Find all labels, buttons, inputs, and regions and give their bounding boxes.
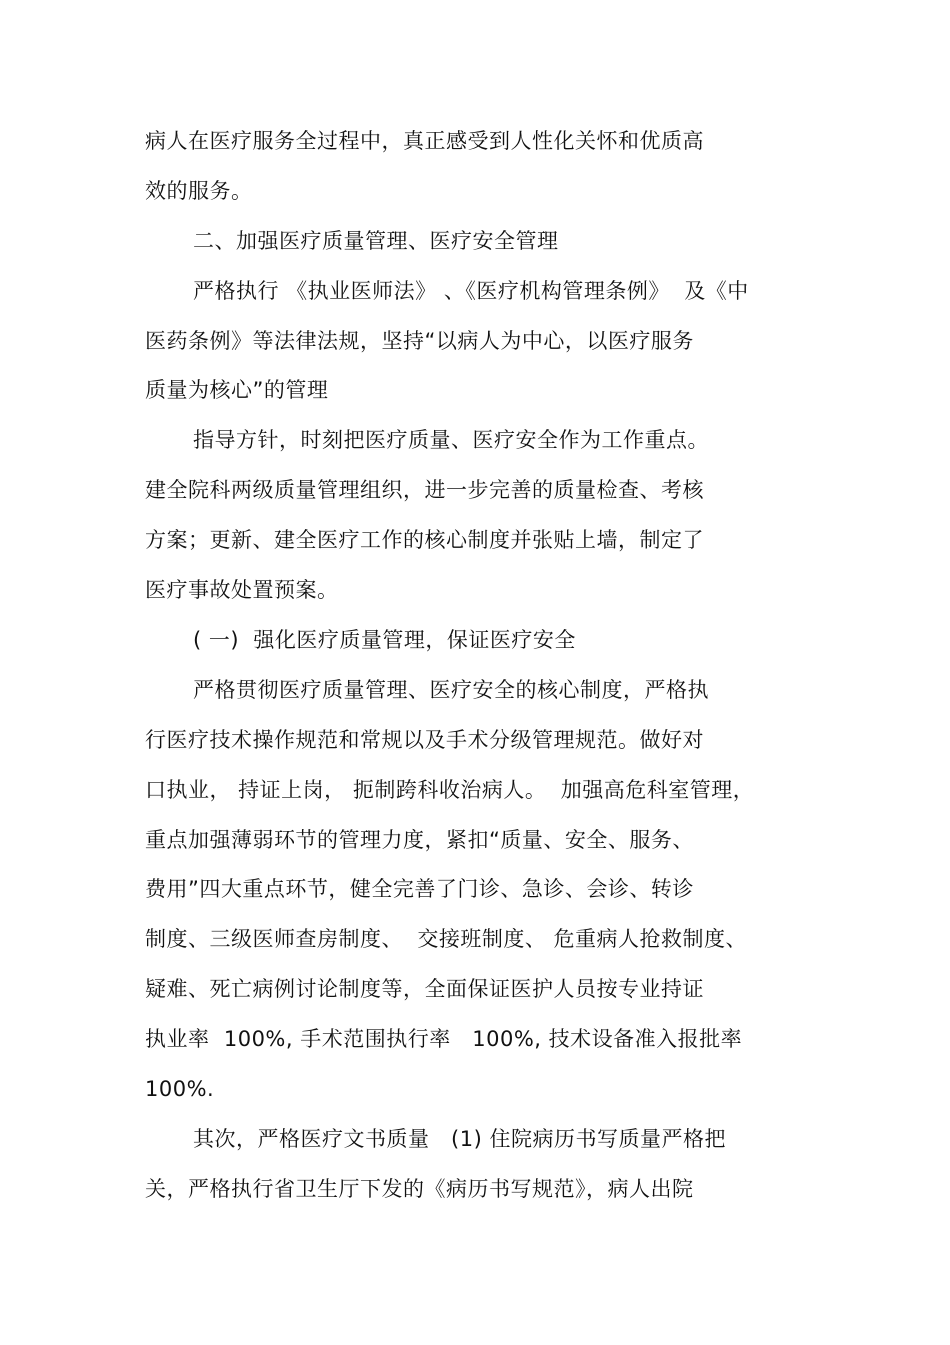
body-text-line: 方案；更新、建全医疗工作的核心制度并张贴上墙，制定了: [145, 528, 704, 552]
body-text-line: 病人在医疗服务全过程中，真正感受到人性化关怀和优质高: [145, 129, 704, 153]
body-text-line: 医药条例》等法律法规，坚持“以病人为中心，以医疗服务: [145, 329, 694, 353]
body-text-line: 口执业， 持证上岗， 扼制跨科收治病人。 加强高危科室管理，: [145, 778, 755, 802]
body-text-line: 建全院科两级质量管理组织，进一步完善的质量检查、考核: [145, 478, 704, 502]
body-text-line: 指导方针，时刻把医疗质量、医疗安全作为工作重点。: [193, 428, 709, 452]
section-heading: 二、加强医疗质量管理、医疗安全管理: [193, 229, 559, 253]
body-text-line: 其次，严格医疗文书质量 (1) 住院病历书写质量严格把: [193, 1127, 726, 1151]
body-text-line: 严格贯彻医疗质量管理、医疗安全的核心制度，严格执: [193, 678, 709, 702]
body-text-line: 执业率 100%, 手术范围执行率 100%, 技术设备准入报批率: [145, 1027, 743, 1051]
body-text-line: 费用”四大重点环节，健全完善了门诊、急诊、会诊、转诊: [145, 877, 694, 901]
body-text-line: 疑难、死亡病例讨论制度等，全面保证医护人员按专业持证: [145, 977, 704, 1001]
body-text-line: 关，严格执行省卫生厅下发的《病历书写规范》，病人出院: [145, 1177, 694, 1201]
body-text-line: 严格执行 《执业医师法》 、《医疗机构管理条例》 及《中: [193, 279, 749, 303]
body-text-line: 重点加强薄弱环节的管理力度，紧扣“质量、安全、服务、: [145, 828, 694, 852]
body-text-line: 100%.: [145, 1077, 215, 1101]
body-text-line: 医疗事故处置预案。: [145, 578, 339, 602]
body-text-line: 效的服务。: [145, 179, 253, 203]
body-text-line: 制度、三级医师查房制度、 交接班制度、 危重病人抢救制度、: [145, 927, 748, 951]
body-text-line: 行医疗技术操作规范和常规以及手术分级管理规范。做好对: [145, 728, 704, 752]
subsection-heading: ( 一) 强化医疗质量管理，保证医疗安全: [193, 628, 576, 652]
body-text-line: 质量为核心”的管理: [145, 378, 329, 402]
